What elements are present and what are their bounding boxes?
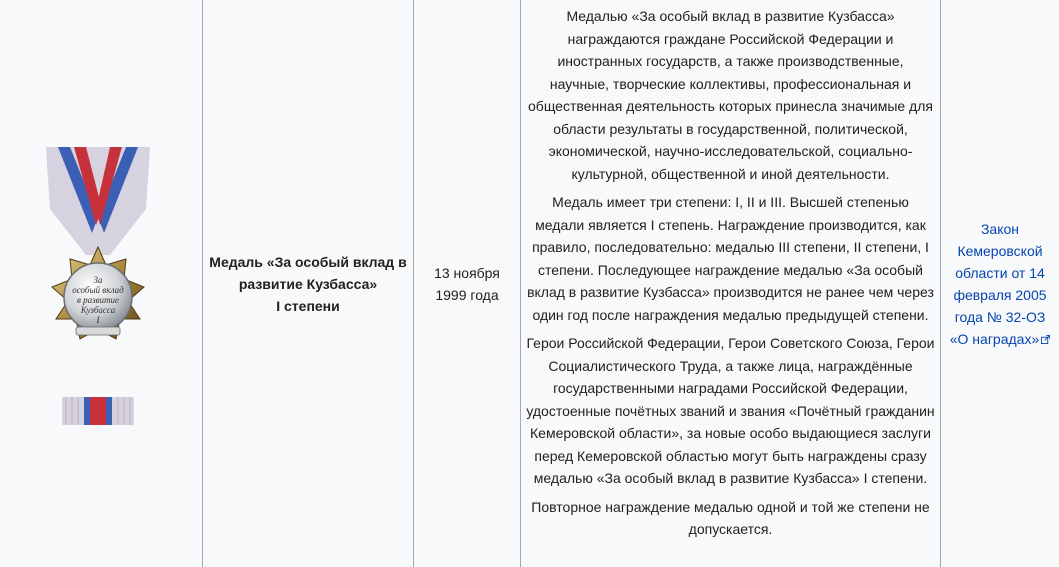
date-line: 13 ноября: [434, 264, 500, 281]
medal-name-line: I степени: [276, 297, 340, 314]
medal-bottom-banner: [76, 327, 120, 335]
medal-name: [208, 251, 408, 317]
external-link-icon: [1041, 335, 1050, 344]
date-line: 1999 года: [435, 286, 499, 303]
law-link[interactable]: [946, 218, 1054, 350]
description-cell: [521, 0, 941, 567]
medal-inscription-line-2: особый вклад: [72, 285, 124, 295]
medal-name-cell: [203, 0, 414, 567]
law-link-text[interactable]: Закон Кемеровской области от 14 февраля 2005 года № 32-ОЗ «О наградах»: [949, 220, 1047, 347]
medal-image[interactable]: [40, 147, 156, 369]
medal-name-line: развитие Кузбасса»: [238, 275, 378, 292]
law-cell: [941, 0, 1059, 567]
medal-image-cell: [0, 0, 203, 567]
medal-inscription-line-1: За: [93, 275, 103, 285]
description-paragraph: Медаль имеет три степени: I, II и III. Высшей степенью медали является I степень. Награждение производится, как правило, последовательно: медалью III степени, II степени, I степени. Последующее награждение медалью «За особый вклад в развитие Кузбасса» производится не ранее чем через один год после награждения медалью предыдущей степени.: [527, 194, 934, 323]
medal-inscription-line-3: в развитие: [76, 295, 120, 305]
ribbon-bar-image[interactable]: [62, 397, 134, 425]
medal-name-line: Медаль «За особый вклад в: [209, 253, 407, 270]
establishment-date: [422, 262, 512, 306]
medal-inscription-line-5: I: [96, 315, 100, 325]
establishment-date-cell: [414, 0, 521, 567]
description-paragraph: Повторное награждение медалью одной и той же степени не допускается.: [531, 498, 930, 537]
medal-inscription-line-4: Кузбасса: [80, 305, 116, 315]
description-paragraph: Герои Российской Федерации, Герои Советского Союза, Герои Социалистического Труда, а также лица, награждённые государственными наградами Российской Федерации, удостоенные почётных званий и звания «Почётный гражданин Кемеровской области», за новые особо выдающиеся заслуги перед Кемеровской областью могут быть награждены сразу медалью «За особый вклад в развитие Кузбасса» I степени.: [526, 335, 935, 486]
description-paragraph: Медалью «За особый вклад в развитие Кузбасса» награждаются граждане Российской Федерации и иностранных государств, а также производственные, научные, творческие коллективы, профессиональная и общественная деятельность которых принесла значимые для области результаты в государственной, политической, экономической, научно-исследовательской, социально-культурной, общественной и иной деятельности.: [528, 8, 933, 182]
